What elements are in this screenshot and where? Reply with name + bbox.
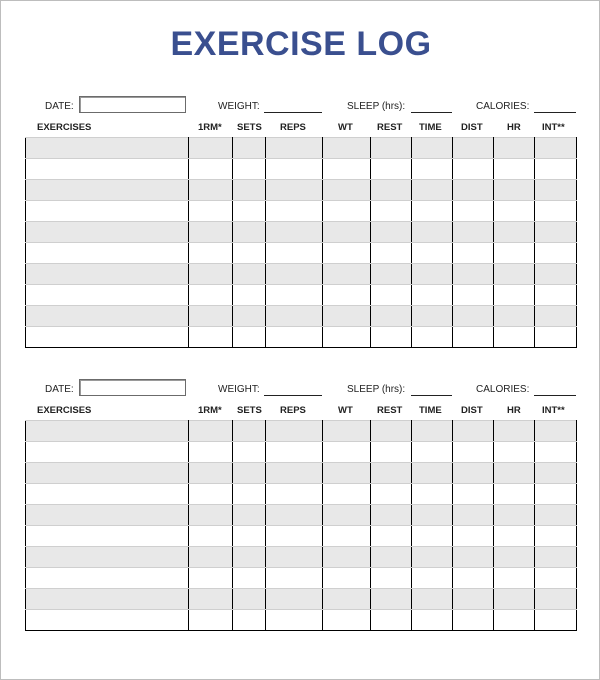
sleep-field[interactable] [411, 112, 452, 113]
cell-reps[interactable] [266, 180, 323, 201]
cell-1rm[interactable] [189, 463, 233, 484]
column-header-int: INT** [542, 122, 565, 133]
cell-dist[interactable] [453, 222, 494, 243]
cell-1rm[interactable] [189, 243, 233, 264]
cell-rest[interactable] [371, 243, 412, 264]
cell-wt[interactable] [323, 243, 371, 264]
cell-hr[interactable] [494, 526, 535, 547]
cell-reps[interactable] [266, 505, 323, 526]
cell-hr[interactable] [494, 138, 535, 159]
cell-wt[interactable] [323, 138, 371, 159]
cell-1rm[interactable] [189, 285, 233, 306]
column-header-rest: REST [377, 122, 403, 133]
cell-wt[interactable] [323, 421, 371, 442]
cell-exercises[interactable] [26, 442, 189, 463]
cell-wt[interactable] [323, 484, 371, 505]
cell-dist[interactable] [453, 442, 494, 463]
date-input[interactable] [79, 379, 186, 396]
cell-time[interactable] [412, 243, 453, 264]
cell-time[interactable] [412, 442, 453, 463]
calories-label: CALORIES: [476, 384, 530, 395]
cell-hr[interactable] [494, 505, 535, 526]
cell-hr[interactable] [494, 243, 535, 264]
column-header-exercises: EXERCISES [37, 122, 92, 133]
cell-sets[interactable] [233, 285, 266, 306]
cell-rest[interactable] [371, 264, 412, 285]
cell-hr[interactable] [494, 264, 535, 285]
cell-time[interactable] [412, 222, 453, 243]
table-row [26, 180, 577, 201]
cell-rest[interactable] [371, 589, 412, 610]
cell-sets[interactable] [233, 610, 266, 631]
cell-time[interactable] [412, 484, 453, 505]
table-row [26, 526, 577, 547]
cell-dist[interactable] [453, 463, 494, 484]
date-label: DATE: [45, 384, 74, 395]
table-row [26, 306, 577, 327]
table-row [26, 138, 577, 159]
cell-reps[interactable] [266, 201, 323, 222]
cell-reps[interactable] [266, 442, 323, 463]
cell-sets[interactable] [233, 568, 266, 589]
cell-wt[interactable] [323, 442, 371, 463]
cell-rest[interactable] [371, 327, 412, 348]
cell-hr[interactable] [494, 442, 535, 463]
cell-hr[interactable] [494, 421, 535, 442]
column-header-dist: DIST [461, 405, 483, 416]
cell-rest[interactable] [371, 201, 412, 222]
cell-reps[interactable] [266, 285, 323, 306]
cell-1rm[interactable] [189, 568, 233, 589]
cell-rest[interactable] [371, 568, 412, 589]
cell-dist[interactable] [453, 610, 494, 631]
cell-wt[interactable] [323, 180, 371, 201]
column-header-hr: HR [507, 405, 521, 416]
cell-int[interactable] [535, 505, 577, 526]
date-label: DATE: [45, 101, 74, 112]
cell-int[interactable] [535, 285, 577, 306]
cell-time[interactable] [412, 201, 453, 222]
column-header-1rm: 1RM* [198, 405, 222, 416]
cell-exercises[interactable] [26, 285, 189, 306]
table-row [26, 568, 577, 589]
cell-1rm[interactable] [189, 138, 233, 159]
cell-sets[interactable] [233, 421, 266, 442]
exercise-table [25, 137, 577, 348]
cell-hr[interactable] [494, 484, 535, 505]
cell-sets[interactable] [233, 505, 266, 526]
cell-reps[interactable] [266, 526, 323, 547]
cell-hr[interactable] [494, 306, 535, 327]
exercise-table [25, 420, 577, 631]
cell-hr[interactable] [494, 568, 535, 589]
cell-exercises[interactable] [26, 463, 189, 484]
cell-reps[interactable] [266, 610, 323, 631]
cell-rest[interactable] [371, 138, 412, 159]
cell-time[interactable] [412, 526, 453, 547]
cell-exercises[interactable] [26, 421, 189, 442]
cell-1rm[interactable] [189, 306, 233, 327]
cell-wt[interactable] [323, 463, 371, 484]
sleep-label: SLEEP (hrs): [347, 101, 406, 112]
cell-time[interactable] [412, 306, 453, 327]
cell-exercises[interactable] [26, 243, 189, 264]
table-row [26, 610, 577, 631]
cell-rest[interactable] [371, 505, 412, 526]
cell-time[interactable] [412, 159, 453, 180]
cell-sets[interactable] [233, 243, 266, 264]
cell-wt[interactable] [323, 159, 371, 180]
cell-exercises[interactable] [26, 306, 189, 327]
weight-label: WEIGHT: [218, 101, 260, 112]
table-row [26, 547, 577, 568]
cell-exercises[interactable] [26, 138, 189, 159]
cell-dist[interactable] [453, 589, 494, 610]
cell-1rm[interactable] [189, 526, 233, 547]
cell-time[interactable] [412, 180, 453, 201]
cell-wt[interactable] [323, 306, 371, 327]
weight-field[interactable] [264, 395, 322, 396]
cell-int[interactable] [535, 526, 577, 547]
cell-rest[interactable] [371, 421, 412, 442]
cell-int[interactable] [535, 243, 577, 264]
cell-exercises[interactable] [26, 222, 189, 243]
table-row [26, 505, 577, 526]
cell-rest[interactable] [371, 159, 412, 180]
cell-wt[interactable] [323, 610, 371, 631]
cell-1rm[interactable] [189, 264, 233, 285]
cell-sets[interactable] [233, 484, 266, 505]
cell-sets[interactable] [233, 306, 266, 327]
cell-reps[interactable] [266, 264, 323, 285]
column-header-dist: DIST [461, 122, 483, 133]
cell-reps[interactable] [266, 306, 323, 327]
cell-1rm[interactable] [189, 442, 233, 463]
table-row [26, 327, 577, 348]
cell-hr[interactable] [494, 159, 535, 180]
cell-int[interactable] [535, 159, 577, 180]
cell-reps[interactable] [266, 484, 323, 505]
cell-1rm[interactable] [189, 327, 233, 348]
cell-reps[interactable] [266, 421, 323, 442]
column-header-sets: SETS [237, 122, 262, 133]
column-header-time: TIME [419, 405, 442, 416]
cell-time[interactable] [412, 285, 453, 306]
cell-time[interactable] [412, 138, 453, 159]
cell-int[interactable] [535, 264, 577, 285]
cell-sets[interactable] [233, 442, 266, 463]
cell-wt[interactable] [323, 568, 371, 589]
cell-hr[interactable] [494, 463, 535, 484]
cell-int[interactable] [535, 201, 577, 222]
cell-reps[interactable] [266, 463, 323, 484]
cell-1rm[interactable] [189, 589, 233, 610]
cell-reps[interactable] [266, 243, 323, 264]
sleep-label: SLEEP (hrs): [347, 384, 406, 395]
cell-rest[interactable] [371, 610, 412, 631]
cell-sets[interactable] [233, 327, 266, 348]
cell-wt[interactable] [323, 547, 371, 568]
cell-sets[interactable] [233, 463, 266, 484]
cell-int[interactable] [535, 138, 577, 159]
cell-sets[interactable] [233, 264, 266, 285]
column-header-int: INT** [542, 405, 565, 416]
cell-1rm[interactable] [189, 201, 233, 222]
cell-rest[interactable] [371, 526, 412, 547]
table-row [26, 201, 577, 222]
cell-int[interactable] [535, 484, 577, 505]
cell-1rm[interactable] [189, 547, 233, 568]
cell-sets[interactable] [233, 526, 266, 547]
cell-wt[interactable] [323, 526, 371, 547]
cell-rest[interactable] [371, 222, 412, 243]
cell-time[interactable] [412, 463, 453, 484]
cell-exercises[interactable] [26, 547, 189, 568]
cell-reps[interactable] [266, 327, 323, 348]
cell-int[interactable] [535, 589, 577, 610]
cell-1rm[interactable] [189, 222, 233, 243]
table-row [26, 264, 577, 285]
cell-dist[interactable] [453, 568, 494, 589]
table-row [26, 159, 577, 180]
cell-1rm[interactable] [189, 484, 233, 505]
cell-exercises[interactable] [26, 484, 189, 505]
table-row [26, 222, 577, 243]
column-header-time: TIME [419, 122, 442, 133]
cell-hr[interactable] [494, 180, 535, 201]
table-row [26, 442, 577, 463]
column-header-hr: HR [507, 122, 521, 133]
cell-exercises[interactable] [26, 505, 189, 526]
page-title: EXERCISE LOG [170, 25, 432, 63]
cell-sets[interactable] [233, 180, 266, 201]
column-header-wt: WT [338, 122, 353, 133]
table-row [26, 285, 577, 306]
cell-time[interactable] [412, 547, 453, 568]
cell-reps[interactable] [266, 159, 323, 180]
cell-hr[interactable] [494, 610, 535, 631]
table-row [26, 484, 577, 505]
cell-time[interactable] [412, 327, 453, 348]
cell-sets[interactable] [233, 159, 266, 180]
cell-rest[interactable] [371, 463, 412, 484]
cell-int[interactable] [535, 222, 577, 243]
cell-1rm[interactable] [189, 505, 233, 526]
column-header-sets: SETS [237, 405, 262, 416]
cell-wt[interactable] [323, 327, 371, 348]
cell-int[interactable] [535, 568, 577, 589]
cell-int[interactable] [535, 442, 577, 463]
cell-exercises[interactable] [26, 264, 189, 285]
cell-int[interactable] [535, 180, 577, 201]
cell-int[interactable] [535, 327, 577, 348]
cell-hr[interactable] [494, 285, 535, 306]
cell-exercises[interactable] [26, 589, 189, 610]
cell-int[interactable] [535, 306, 577, 327]
cell-reps[interactable] [266, 222, 323, 243]
cell-wt[interactable] [323, 589, 371, 610]
cell-1rm[interactable] [189, 421, 233, 442]
cell-dist[interactable] [453, 547, 494, 568]
cell-dist[interactable] [453, 505, 494, 526]
cell-exercises[interactable] [26, 610, 189, 631]
cell-rest[interactable] [371, 442, 412, 463]
cell-int[interactable] [535, 610, 577, 631]
cell-wt[interactable] [323, 505, 371, 526]
cell-time[interactable] [412, 505, 453, 526]
table-row [26, 243, 577, 264]
cell-1rm[interactable] [189, 159, 233, 180]
cell-wt[interactable] [323, 285, 371, 306]
cell-dist[interactable] [453, 180, 494, 201]
cell-dist[interactable] [453, 526, 494, 547]
cell-sets[interactable] [233, 201, 266, 222]
cell-sets[interactable] [233, 138, 266, 159]
cell-int[interactable] [535, 547, 577, 568]
cell-hr[interactable] [494, 222, 535, 243]
column-header-reps: REPS [280, 405, 306, 416]
cell-wt[interactable] [323, 264, 371, 285]
cell-wt[interactable] [323, 201, 371, 222]
cell-dist[interactable] [453, 306, 494, 327]
cell-reps[interactable] [266, 138, 323, 159]
cell-exercises[interactable] [26, 526, 189, 547]
cell-rest[interactable] [371, 484, 412, 505]
cell-hr[interactable] [494, 547, 535, 568]
cell-int[interactable] [535, 463, 577, 484]
cell-time[interactable] [412, 589, 453, 610]
cell-rest[interactable] [371, 306, 412, 327]
cell-dist[interactable] [453, 159, 494, 180]
cell-sets[interactable] [233, 547, 266, 568]
cell-sets[interactable] [233, 222, 266, 243]
cell-exercises[interactable] [26, 180, 189, 201]
cell-exercises[interactable] [26, 159, 189, 180]
column-header-exercises: EXERCISES [37, 405, 92, 416]
cell-exercises[interactable] [26, 568, 189, 589]
column-header-wt: WT [338, 405, 353, 416]
cell-dist[interactable] [453, 138, 494, 159]
cell-dist[interactable] [453, 243, 494, 264]
cell-rest[interactable] [371, 547, 412, 568]
calories-field[interactable] [534, 112, 576, 113]
cell-sets[interactable] [233, 589, 266, 610]
cell-dist[interactable] [453, 285, 494, 306]
cell-reps[interactable] [266, 568, 323, 589]
table-row [26, 463, 577, 484]
calories-label: CALORIES: [476, 101, 530, 112]
date-input[interactable] [79, 96, 186, 113]
cell-hr[interactable] [494, 589, 535, 610]
weight-label: WEIGHT: [218, 384, 260, 395]
cell-reps[interactable] [266, 589, 323, 610]
cell-dist[interactable] [453, 264, 494, 285]
cell-exercises[interactable] [26, 327, 189, 348]
column-header-rest: REST [377, 405, 403, 416]
column-header-reps: REPS [280, 122, 306, 133]
cell-dist[interactable] [453, 327, 494, 348]
table-row [26, 421, 577, 442]
cell-dist[interactable] [453, 421, 494, 442]
cell-time[interactable] [412, 568, 453, 589]
sleep-field[interactable] [411, 395, 452, 396]
cell-exercises[interactable] [26, 201, 189, 222]
cell-dist[interactable] [453, 201, 494, 222]
cell-rest[interactable] [371, 180, 412, 201]
table-row [26, 589, 577, 610]
cell-reps[interactable] [266, 547, 323, 568]
cell-rest[interactable] [371, 285, 412, 306]
cell-hr[interactable] [494, 201, 535, 222]
cell-wt[interactable] [323, 222, 371, 243]
cell-time[interactable] [412, 610, 453, 631]
column-header-1rm: 1RM* [198, 122, 222, 133]
cell-time[interactable] [412, 421, 453, 442]
calories-field[interactable] [534, 395, 576, 396]
cell-hr[interactable] [494, 327, 535, 348]
cell-int[interactable] [535, 421, 577, 442]
weight-field[interactable] [264, 112, 322, 113]
cell-dist[interactable] [453, 484, 494, 505]
cell-time[interactable] [412, 264, 453, 285]
cell-1rm[interactable] [189, 610, 233, 631]
cell-1rm[interactable] [189, 180, 233, 201]
